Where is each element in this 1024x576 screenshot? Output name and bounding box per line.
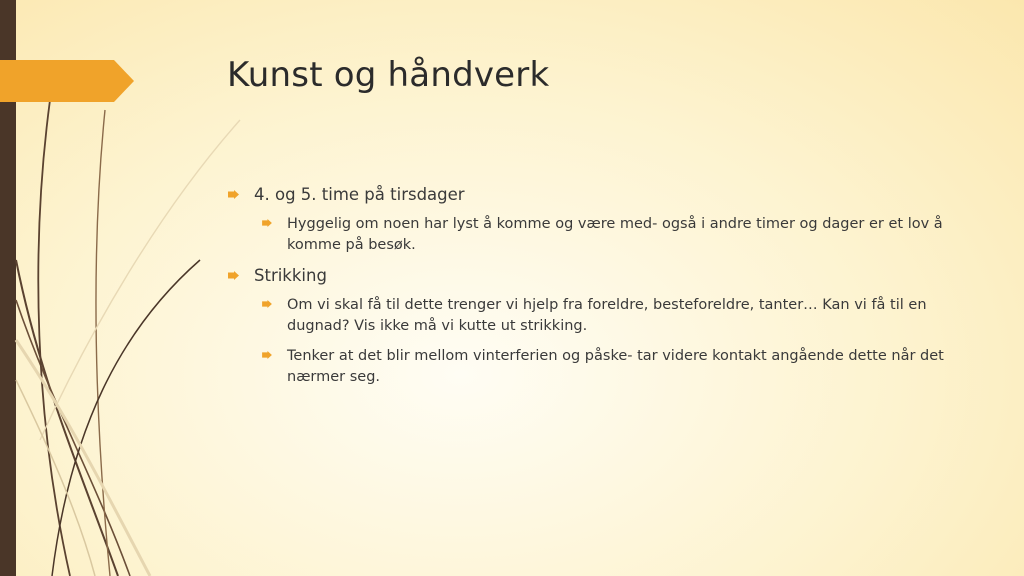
title-accent-tab <box>0 60 134 102</box>
bullet-item <box>228 184 968 206</box>
sub-bullet-item <box>262 214 968 256</box>
arrow-right-icon <box>262 219 272 227</box>
slide-content <box>228 180 968 397</box>
arrow-right-icon <box>262 300 272 308</box>
bullet-item <box>228 265 968 287</box>
arrow-right-icon <box>228 190 239 199</box>
sub-bullet-item <box>262 295 968 337</box>
slide-title: Kunst og håndverk <box>227 55 550 95</box>
bullet-text: Strikking <box>254 266 327 285</box>
sub-bullet-item <box>262 346 968 388</box>
sub-bullet-text: Tenker at det blir mellom vinterferien og påske- tar videre kontakt angående dette når det nærmer seg. <box>287 348 944 385</box>
arrow-right-icon <box>262 351 272 359</box>
arrow-right-icon <box>228 271 239 280</box>
sub-bullet-text: Om vi skal få til dette trenger vi hjelp fra foreldre, besteforeldre, tanter… Kan vi få til en dugnad? Vis ikke må vi kutte ut strikking. <box>287 297 927 334</box>
bullet-text: 4. og 5. time på tirsdager <box>254 185 465 204</box>
sub-bullet-text: Hyggelig om noen har lyst å komme og være med- også i andre timer og dager er et lov å komme på besøk. <box>287 216 943 253</box>
